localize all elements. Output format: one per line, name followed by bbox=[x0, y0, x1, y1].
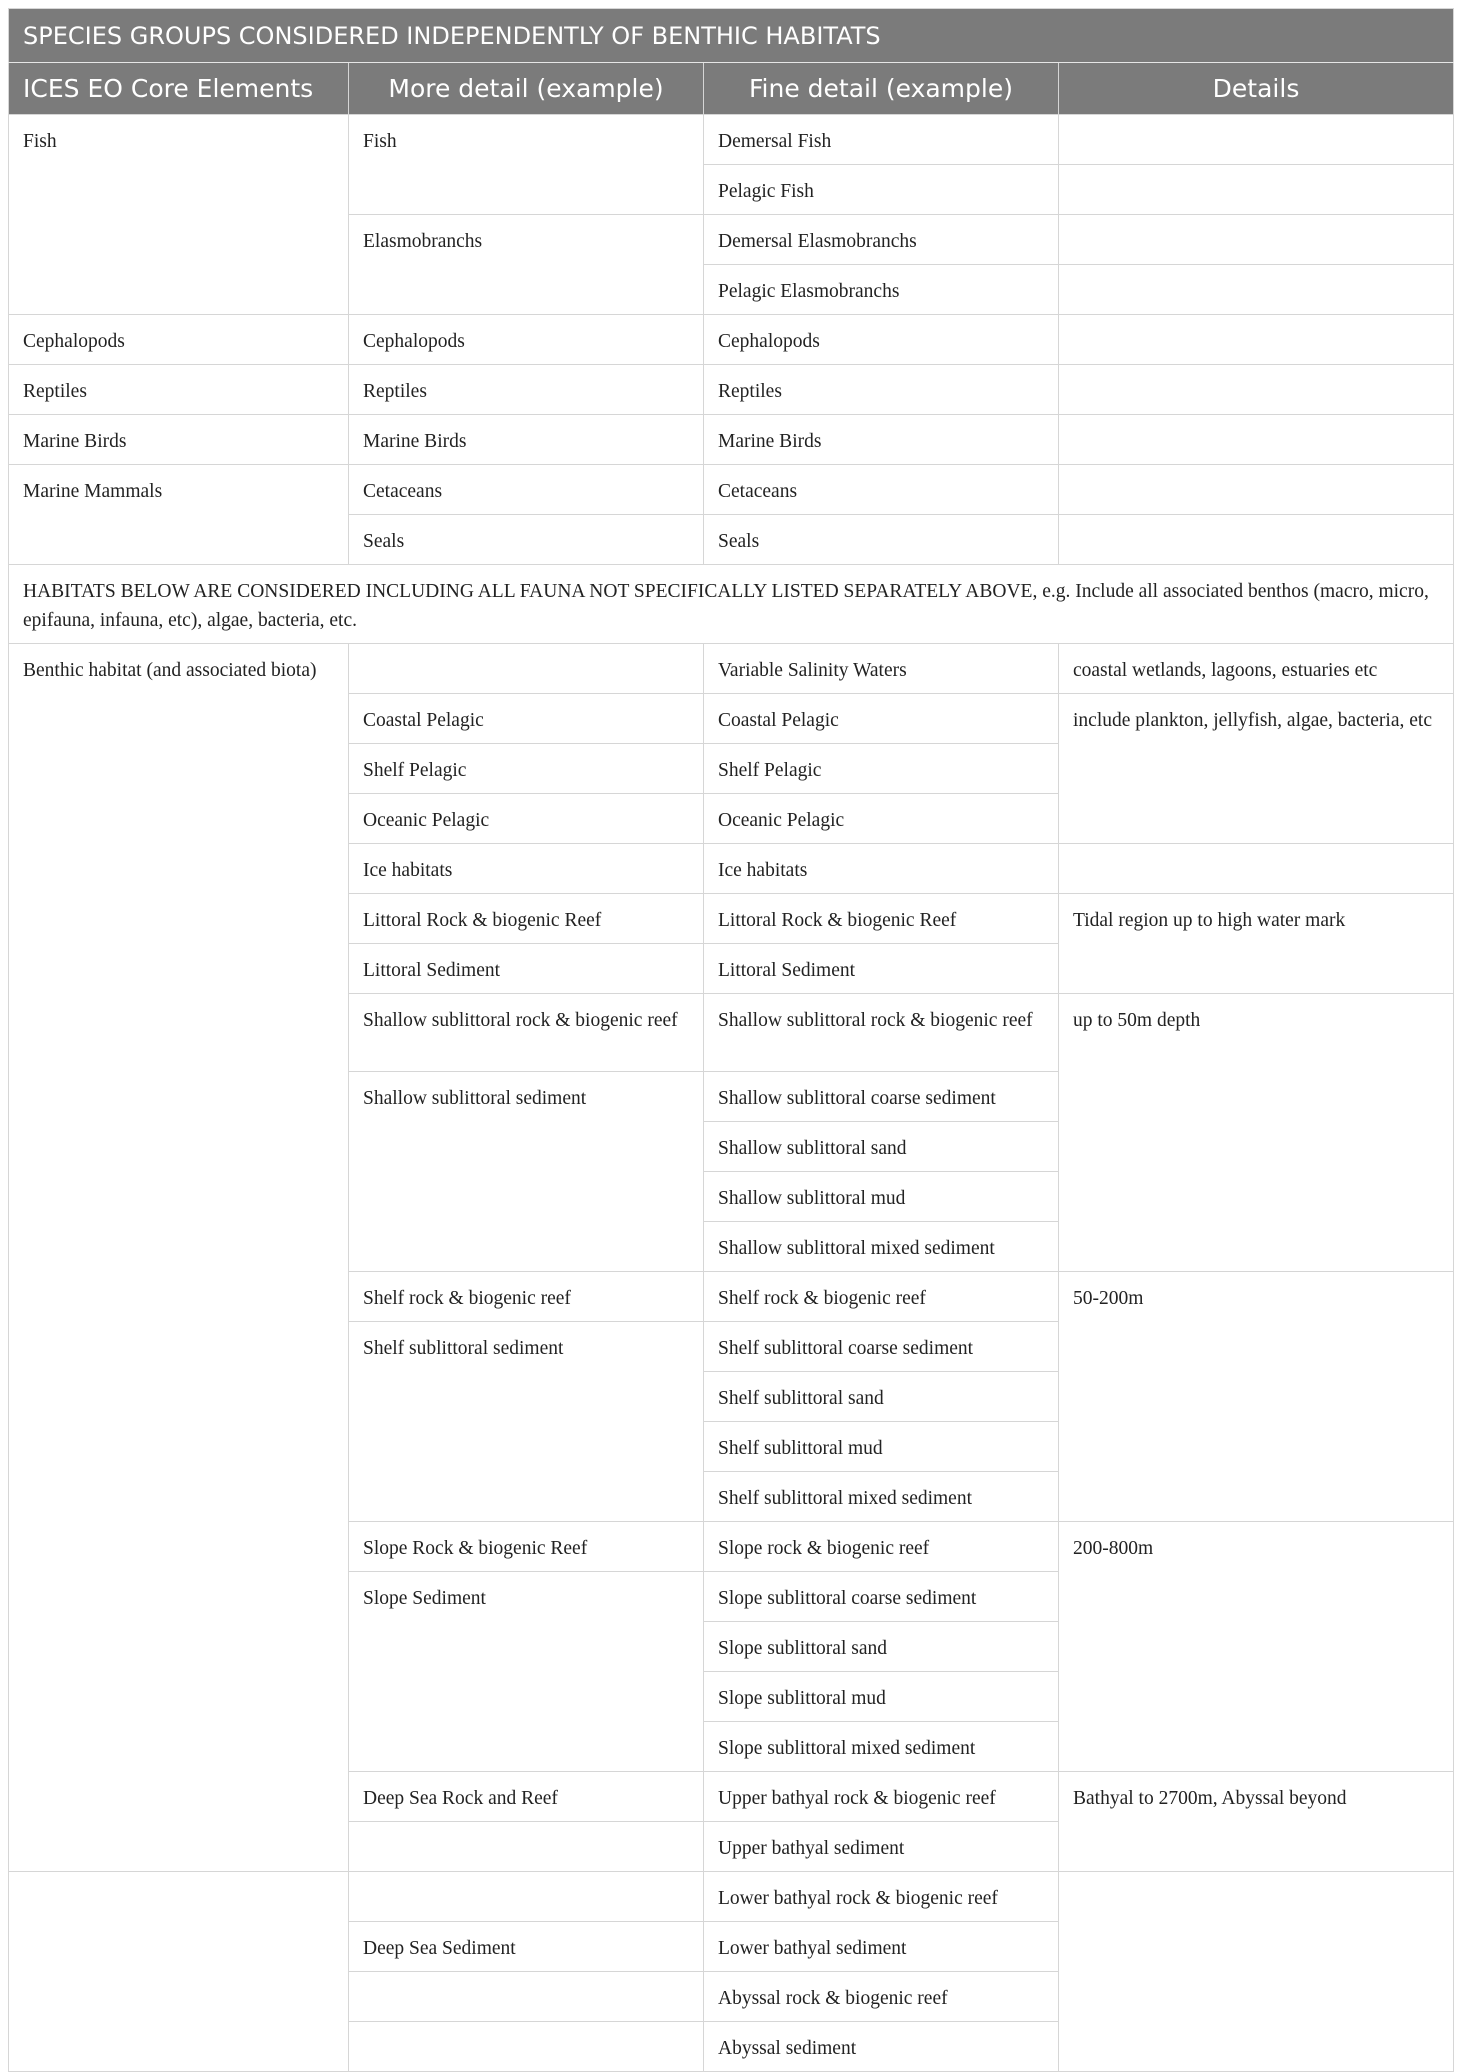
details-cell: up to 50m depth bbox=[1059, 994, 1454, 1272]
more-cell: Slope Rock & biogenic Reef bbox=[349, 1522, 704, 1572]
fine-cell: Slope sublittoral coarse sediment bbox=[704, 1572, 1059, 1622]
details-cell bbox=[1059, 515, 1454, 565]
fine-cell: Littoral Sediment bbox=[704, 944, 1059, 994]
fine-cell: Variable Salinity Waters bbox=[704, 644, 1059, 694]
more-cell: Elasmobranchs bbox=[349, 215, 704, 315]
more-cell: Ice habitats bbox=[349, 844, 704, 894]
core-cell: Benthic habitat (and associated biota) bbox=[9, 644, 349, 1872]
fine-cell: Shallow sublittoral coarse sediment bbox=[704, 1072, 1059, 1122]
more-cell: Shelf sublittoral sediment bbox=[349, 1322, 704, 1522]
fine-cell: Oceanic Pelagic bbox=[704, 794, 1059, 844]
details-cell: 200-800m bbox=[1059, 1522, 1454, 1772]
fine-cell: Shelf rock & biogenic reef bbox=[704, 1272, 1059, 1322]
fine-cell: Pelagic Fish bbox=[704, 165, 1059, 215]
fine-cell: Coastal Pelagic bbox=[704, 694, 1059, 744]
fine-cell: Cephalopods bbox=[704, 315, 1059, 365]
details-cell: Tidal region up to high water mark bbox=[1059, 894, 1454, 994]
more-cell: Fish bbox=[349, 115, 704, 215]
more-cell: Littoral Sediment bbox=[349, 944, 704, 994]
details-cell bbox=[1059, 265, 1454, 315]
header-core-elements: ICES EO Core Elements bbox=[9, 63, 349, 115]
core-cell bbox=[9, 1872, 349, 2072]
fine-cell: Shallow sublittoral rock & biogenic reef bbox=[704, 994, 1059, 1072]
fine-cell: Pelagic Elasmobranchs bbox=[704, 265, 1059, 315]
habitat-table bbox=[8, 8, 1454, 1872]
details-cell: coastal wetlands, lagoons, estuaries etc bbox=[1059, 644, 1454, 694]
fine-cell: Littoral Rock & biogenic Reef bbox=[704, 894, 1059, 944]
details-cell bbox=[1059, 415, 1454, 465]
fine-cell: Shelf sublittoral coarse sediment bbox=[704, 1322, 1059, 1372]
core-cell: Fish bbox=[9, 115, 349, 315]
details-cell bbox=[1059, 844, 1454, 894]
more-cell: Shelf Pelagic bbox=[349, 744, 704, 794]
details-cell bbox=[1059, 1872, 1454, 2072]
more-cell: Shallow sublittoral sediment bbox=[349, 1072, 704, 1272]
fine-cell: Reptiles bbox=[704, 365, 1059, 415]
fine-cell: Shallow sublittoral mixed sediment bbox=[704, 1222, 1059, 1272]
fine-cell: Cetaceans bbox=[704, 465, 1059, 515]
fine-cell: Slope sublittoral mud bbox=[704, 1672, 1059, 1722]
details-cell bbox=[1059, 465, 1454, 515]
fine-cell: Slope rock & biogenic reef bbox=[704, 1522, 1059, 1572]
more-cell: Cetaceans bbox=[349, 465, 704, 515]
details-cell: 50-200m bbox=[1059, 1272, 1454, 1522]
fine-cell: Shelf sublittoral sand bbox=[704, 1372, 1059, 1422]
fine-cell: Shelf sublittoral mixed sediment bbox=[704, 1472, 1059, 1522]
fine-cell: Slope sublittoral sand bbox=[704, 1622, 1059, 1672]
more-cell: Reptiles bbox=[349, 365, 704, 415]
more-cell: Shelf rock & biogenic reef bbox=[349, 1272, 704, 1322]
details-cell: Bathyal to 2700m, Abyssal beyond bbox=[1059, 1772, 1454, 1872]
fine-cell: Upper bathyal sediment bbox=[704, 1822, 1059, 1872]
more-cell: Shallow sublittoral rock & biogenic reef bbox=[349, 994, 704, 1072]
more-cell bbox=[349, 644, 704, 694]
header-more-detail: More detail (example) bbox=[349, 63, 704, 115]
fine-cell: Upper bathyal rock & biogenic reef bbox=[704, 1772, 1059, 1822]
more-cell: Oceanic Pelagic bbox=[349, 794, 704, 844]
core-cell: Cephalopods bbox=[9, 315, 349, 365]
details-cell: include plankton, jellyfish, algae, bacteria, etc bbox=[1059, 694, 1454, 844]
fine-cell: Shallow sublittoral mud bbox=[704, 1172, 1059, 1222]
details-cell bbox=[1059, 315, 1454, 365]
fine-cell: Demersal Elasmobranchs bbox=[704, 215, 1059, 265]
core-cell: Reptiles bbox=[9, 365, 349, 415]
fine-cell: Shelf Pelagic bbox=[704, 744, 1059, 794]
details-cell bbox=[1059, 115, 1454, 165]
core-cell: Marine Birds bbox=[9, 415, 349, 465]
fine-cell: Abyssal rock & biogenic reef bbox=[704, 1972, 1059, 2022]
table-title: SPECIES GROUPS CONSIDERED INDEPENDENTLY OF BENTHIC HABITATS bbox=[9, 9, 1454, 63]
more-cell: Littoral Rock & biogenic Reef bbox=[349, 894, 704, 944]
more-cell: Marine Birds bbox=[349, 415, 704, 465]
more-cell: Cephalopods bbox=[349, 315, 704, 365]
fine-cell: Seals bbox=[704, 515, 1059, 565]
fine-cell: Slope sublittoral mixed sediment bbox=[704, 1722, 1059, 1772]
more-cell bbox=[349, 1822, 704, 1872]
more-cell bbox=[349, 1872, 704, 1922]
header-fine-detail: Fine detail (example) bbox=[704, 63, 1059, 115]
details-cell bbox=[1059, 215, 1454, 265]
fine-cell: Lower bathyal sediment bbox=[704, 1922, 1059, 1972]
details-cell bbox=[1059, 365, 1454, 415]
table-container bbox=[8, 8, 1453, 2072]
more-cell bbox=[349, 2022, 704, 2072]
fine-cell: Marine Birds bbox=[704, 415, 1059, 465]
fine-cell: Shallow sublittoral sand bbox=[704, 1122, 1059, 1172]
deep-sea-table bbox=[8, 1871, 1454, 2072]
more-cell: Coastal Pelagic bbox=[349, 694, 704, 744]
header-details: Details bbox=[1059, 63, 1454, 115]
fine-cell: Demersal Fish bbox=[704, 115, 1059, 165]
fine-cell: Lower bathyal rock & biogenic reef bbox=[704, 1872, 1059, 1922]
more-cell: Deep Sea Rock and Reef bbox=[349, 1772, 704, 1822]
fine-cell: Shelf sublittoral mud bbox=[704, 1422, 1059, 1472]
fine-cell: Ice habitats bbox=[704, 844, 1059, 894]
habitats-note: HABITATS BELOW ARE CONSIDERED INCLUDING ALL FAUNA NOT SPECIFICALLY LISTED SEPARATELY ABOVE, e.g. Include all associated benthos (macro, micro, epifauna, infauna, etc), algae, bacteria, etc. bbox=[9, 565, 1454, 644]
more-cell: Seals bbox=[349, 515, 704, 565]
details-cell bbox=[1059, 165, 1454, 215]
more-cell: Slope Sediment bbox=[349, 1572, 704, 1772]
more-cell bbox=[349, 1972, 704, 2022]
core-cell: Marine Mammals bbox=[9, 465, 349, 565]
fine-cell: Abyssal sediment bbox=[704, 2022, 1059, 2072]
more-cell: Deep Sea Sediment bbox=[349, 1922, 704, 1972]
